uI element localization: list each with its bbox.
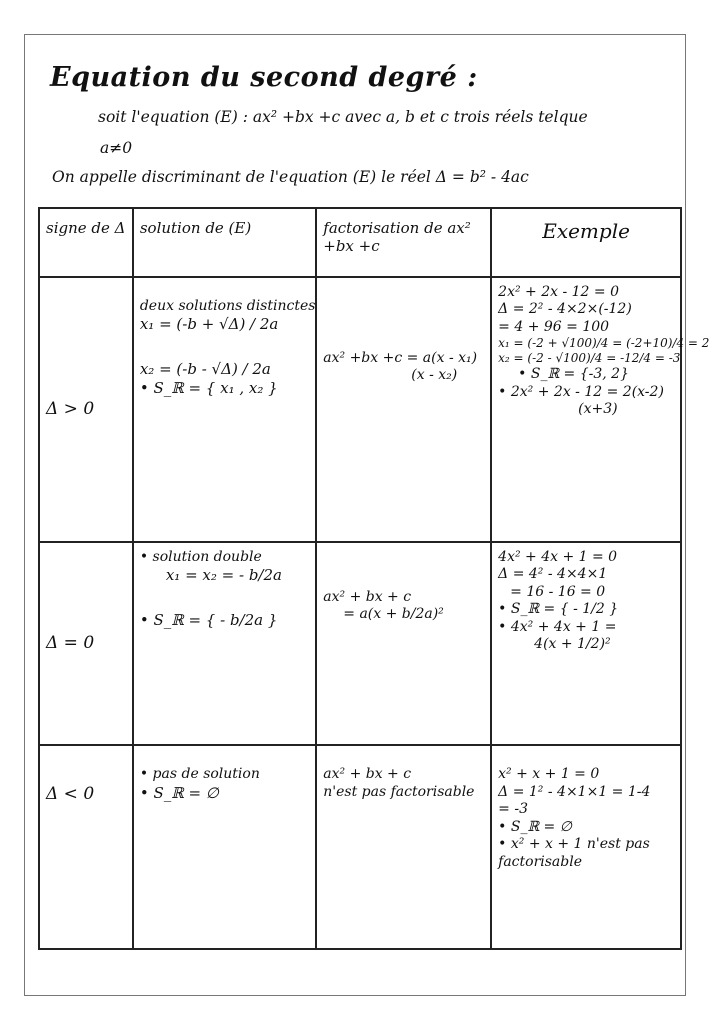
solution-line: x₁ = x₂ = - b/2a: [165, 566, 282, 585]
table-header-row: [39, 208, 681, 277]
row-example: [491, 277, 710, 542]
solution-line: x₂ = (-b - √Δ) / 2a: [139, 359, 271, 378]
example-line: = -3: [498, 801, 528, 818]
solution-line: • pas de solution: [139, 766, 260, 783]
row-sign: Δ > 0: [39, 277, 133, 542]
row-solution: [133, 745, 316, 949]
solution-line: • S_ℝ = { x₁ , x₂ }: [139, 378, 278, 397]
example-line: 2x² + 2x - 12 = 0: [498, 283, 619, 300]
header-factorisation: factorisation de ax² +bx +c: [316, 208, 491, 277]
row-solution: [133, 277, 316, 542]
example-line: = 4 + 96 = 100: [498, 318, 610, 335]
example-line: x₁ = (-2 + √100)/4 = (-2+10)/4 = 2: [498, 336, 710, 351]
example-line: x² + x + 1 = 0: [498, 766, 600, 783]
solution-line: • S_ℝ = { - b/2a }: [139, 610, 278, 629]
solution-line: deux solutions distinctes: [139, 297, 316, 314]
row-factorisation: [316, 745, 491, 949]
row-factorisation: [316, 542, 491, 746]
factorisation-line: ax² + bx + c: [323, 588, 412, 605]
intro-line-2: a≠0: [100, 139, 133, 157]
example-line: • x² + x + 1 n'est pas: [498, 836, 650, 853]
example-line: • 4x² + 4x + 1 =: [498, 618, 617, 635]
example-line: 4(x + 1/2)²: [534, 636, 611, 653]
factorisation-line: (x - x₂): [411, 367, 458, 384]
row-example: [491, 542, 681, 746]
page-title: Equation du second degré :: [50, 62, 478, 93]
header-sign: signe de Δ: [39, 208, 133, 277]
example-line: • S_ℝ = {-3, 2}: [518, 366, 629, 383]
row-sign: Δ < 0: [39, 745, 133, 949]
table-row: [39, 745, 681, 949]
solution-line: • S_ℝ = ∅: [139, 783, 219, 802]
factorisation-line: = a(x + b/2a)²: [343, 606, 444, 623]
example-line: • S_ℝ = ∅: [498, 818, 572, 835]
table-row: [39, 277, 681, 542]
factorisation-line: ax² +bx +c = a(x - x₁): [323, 349, 478, 366]
example-line: • 2x² + 2x - 12 = 2(x-2): [498, 383, 664, 400]
row-example: [491, 745, 681, 949]
factorisation-line: n'est pas factorisable: [323, 783, 475, 800]
example-line: Δ = 2² - 4×2×(-12): [498, 301, 632, 318]
header-solution: solution de (E): [133, 208, 316, 277]
row-sign: Δ = 0: [39, 542, 133, 746]
table-row: [39, 542, 681, 746]
factorisation-line: ax² + bx + c: [323, 766, 412, 783]
example-line: x₂ = (-2 - √100)/4 = -12/4 = -3: [498, 351, 681, 366]
intro-line-1: soit l'equation (E) : ax² +bx +c avec a, b et c trois réels telque: [98, 108, 588, 126]
example-line: (x+3): [578, 401, 618, 418]
example-line: • S_ℝ = { - 1/2 }: [498, 601, 619, 618]
example-line: Δ = 1² - 4×1×1 = 1-4: [498, 783, 651, 800]
header-example: Exemple: [491, 208, 681, 277]
solution-line: x₁ = (-b + √Δ) / 2a: [139, 315, 279, 334]
example-line: 4x² + 4x + 1 = 0: [498, 548, 618, 565]
intro-line-3: On appelle discriminant de l'equation (E) le réel Δ = b² - 4ac: [52, 168, 529, 186]
row-factorisation: [316, 277, 491, 542]
example-line: factorisable: [498, 853, 583, 870]
example-line: Δ = 4² - 4×4×1: [498, 566, 608, 583]
solution-line: • solution double: [139, 548, 262, 565]
row-solution: [133, 542, 316, 746]
discriminant-table: [38, 207, 710, 950]
example-line: = 16 - 16 = 0: [510, 583, 606, 600]
